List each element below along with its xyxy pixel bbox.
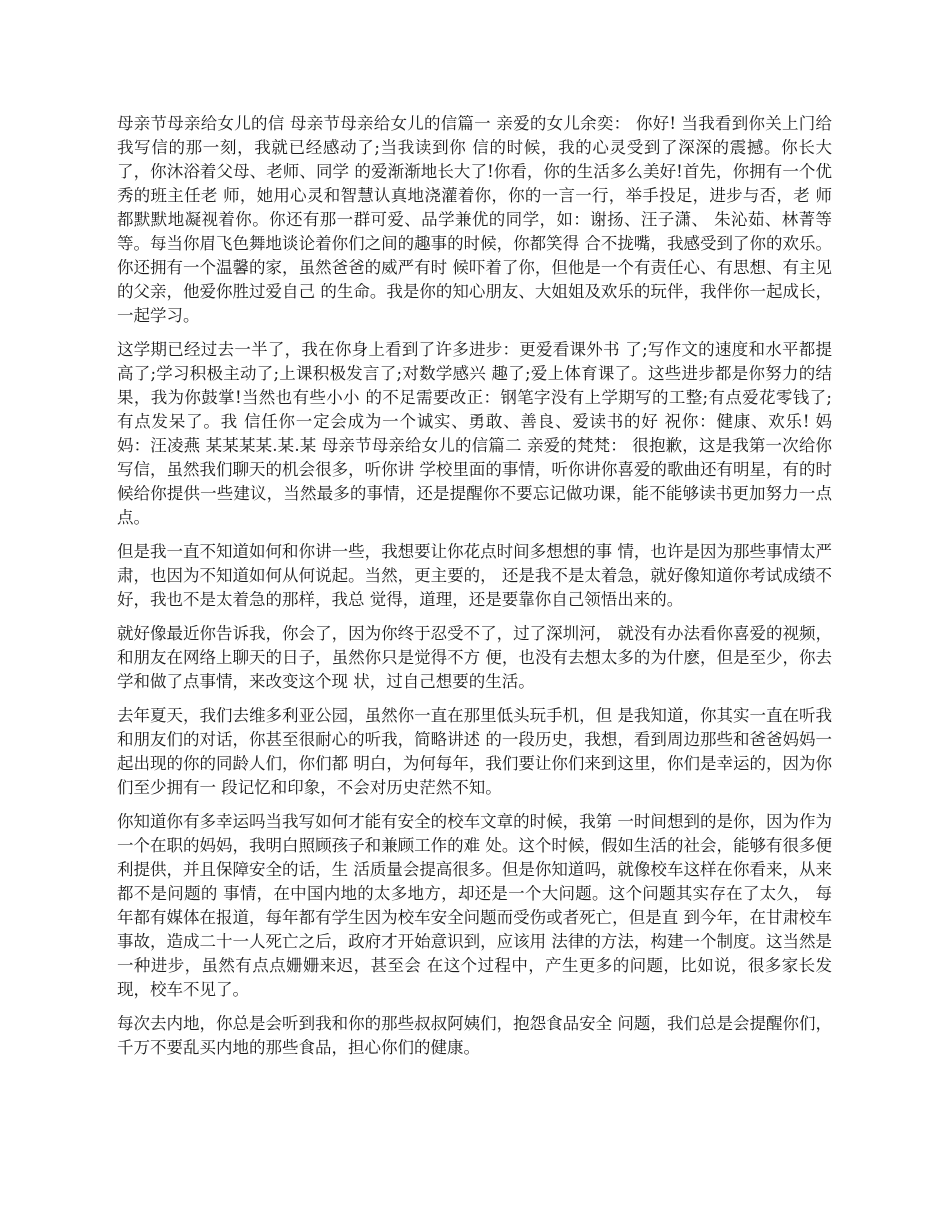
paragraph-7: 每次去内地，你总是会听到我和你的那些叔叔阿姨们，抱怨食品安全 问题，我们总是会提醒你们，千万不要乱买内地的那些食品，担心你们的健康。 [117, 1014, 832, 1057]
paragraph-3: 但是我一直不知道如何和你讲一些，我想要让你花点时间多想想的事 情，也许是因为那些事情太严肃，也因为不知道如何从何说起。当然，更主要的， 还是我不是太着急，就好像知道你考试成绩不好，我也不是太着急的那样，我总 觉得，道理，还是要靠你自己领悟出来的。 [117, 542, 832, 609]
paragraph-5: 去年夏天，我们去维多利亚公园，虽然你一直在那里低头玩手机，但 是我知道，你其实一直在听我和朋友们的对话，你甚至很耐心的听我，简略讲述 的一段历史，我想，看到周边那些和爸爸妈妈一起出现的你的同龄人们，你们都 明白，为何每年，我们要让你们来到这里，你们是幸运的，因为你们至少拥有一 段记忆和印象，不会对历史茫然不知。 [117, 706, 832, 797]
paragraph-1: 母亲节母亲给女儿的信 母亲节母亲给女儿的信篇一 亲爱的女儿余奕： 你好! 当我看到你关上门给我写信的那一刻，我就已经感动了;当我读到你 信的时候，我的心灵受到了深深的震撼。你长大了，你沐浴着父母、老师、同学 的爱渐渐地长大了!你看，你的生活多么美好!首先，你拥有一个优秀的班主任老 师，她用心灵和智慧认真地浇灌着你，你的一言一行，举手投足，进步与否，老 师都默默地凝视着你。你还有那一群可爱、品学兼优的同学，如：谢扬、汪子潇、 朱沁茹、林菁等等。每当你眉飞色舞地谈论着你们之间的趣事的时候，你都笑得 合不拢嘴，我感受到了你的欢乐。你还拥有一个温馨的家，虽然爸爸的威严有时 候吓着了你，但他是一个有责任心、有思想、有主见的父亲，他爱你胜过爱自己 的生命。我是你的知心朋友、大姐姐及欢乐的玩伴，我伴你一起成长，一起学习。 [117, 114, 832, 325]
document-page [117, 112, 832, 1070]
paragraph-6: 你知道你有多幸运吗当我写如何才能有安全的校车文章的时候，我第 一时间想到的是你，因为作为一个在职的妈妈，我明白照顾孩子和兼顾工作的难 处。这个时候，假如生活的社会，能够有很多便利提供，并且保障安全的话，生 活质量会提高很多。但是你知道吗，就像校车这样在你看来，从来都不是问题的 事情，在中国内地的太多地方，却还是一个大问题。这个问题其实存在了太久， 每年都有媒体在报道，每年都有学生因为校车安全问题而受伤或者死亡，但是直 到今年，在甘肃校车事故，造成二十一人死亡之后，政府才开始意识到，应该用 法律的方法，构建一个制度。这当然是一种进步，虽然有点点姗姗来迟，甚至会 在这个过程中，产生更多的问题，比如说，很多家长发现，校车不见了。 [117, 812, 832, 999]
paragraph-2: 这学期已经过去一半了，我在你身上看到了许多进步：更爱看课外书 了;写作文的速度和水平都提高了;学习积极主动了;上课积极发言了;对数学感兴 趣了;爱上体育课了。这些进步都是你努力的结果，我为你鼓掌!当然也有些小小 的不足需要改正：钢笔字没有上学期写的工整;有点爱花零钱了;有点发呆了。我 信任你一定会成为一个诚实、勇敢、善良、爱读书的好 祝你：健康、欢乐! 妈妈：汪凌燕 某某某某.某.某 母亲节母亲给女儿的信篇二 亲爱的梵梵： 很抱歉，这是我第一次给你写信，虽然我们聊天的机会很多，听你讲 学校里面的事情，听你讲你喜爱的歌曲还有明星，有的时候给你提供一些建议，当然最多的事情，还是提醒你不要忘记做功课，能不能够读书更加努力一点点。 [117, 340, 832, 527]
paragraph-4: 就好像最近你告诉我，你会了，因为你终于忍受不了，过了深圳河， 就没有办法看你喜爱的视频，和朋友在网络上聊天的日子，虽然你只是觉得不方 便，也没有去想太多的为什麽，但是至少，你去学和做了点事情，来改变这个现 状，过自己想要的生活。 [117, 624, 832, 691]
